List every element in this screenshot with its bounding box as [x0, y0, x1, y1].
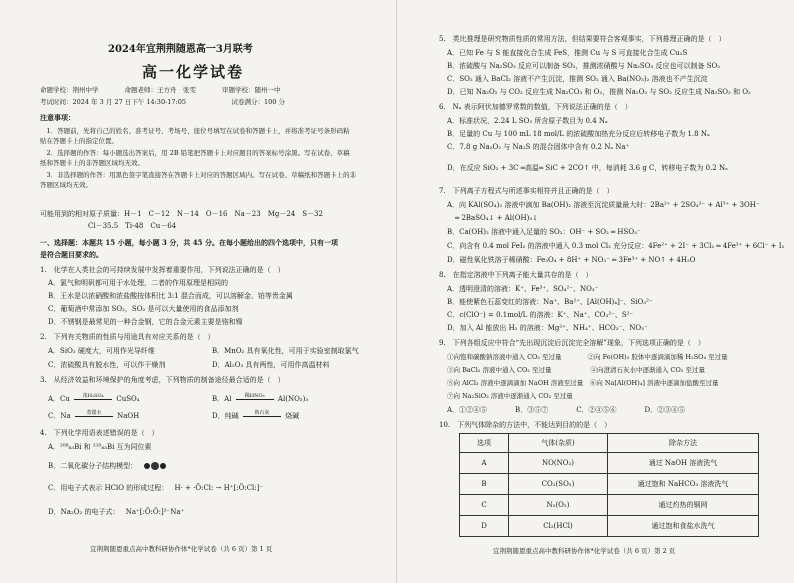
option-line: D．在反应 SiO₂ + 3C ═高温═ SiC + 2CO↑ 中，每消耗 3.6 g C，转移电子数为 0.2 Nₐ: [447, 164, 728, 172]
table-cell: C: [460, 495, 509, 516]
arrow-condition: 浓H₂SO₄: [82, 393, 104, 399]
electron-formula: H· + ·Ö:Cl: → H⁺[:Ö:Cl:]⁻: [174, 484, 264, 492]
option-line: B．王水是以浓硝酸和浓盐酸按体积比 3:1 混合而成，可以溶解金、铂等贵金属: [48, 292, 293, 300]
option-line: A．①②④⑤ B．③⑤⑦ C．②④⑤⑥ D．②③④⑤: [447, 406, 686, 414]
option-line: C．浓硫酸具有脱水性，可以作干燥剂: [48, 361, 166, 369]
reaction-arrow: [75, 411, 113, 417]
gas-purification-table: [459, 433, 759, 537]
option-line: A．²⁰⁹₈₃Bi 和 ²¹⁰₈₃Bi 互为同位素: [48, 443, 152, 451]
table-row: [460, 495, 759, 516]
option-line: [48, 484, 263, 493]
question-stem: 4. 下列化学用语表述错误的是（ ）: [40, 429, 159, 437]
option-line: C．葡萄酒中常添加 SO₂，SO₂ 是可以大量使用的食品添加剂: [48, 305, 239, 313]
question-stem: 1. 化学在人类社会的可持续发展中发挥着重要作用，下列说法正确的是（ ）: [40, 266, 285, 274]
option-line: C．c(ClO⁻) = 0.1mol/L 的溶液：K⁺、Na⁺、CO₃²⁻、S²⁻: [447, 311, 634, 319]
table-row: [460, 453, 759, 474]
question-stem: 6. Nₐ 表示阿伏加德罗常数的数值，下列说法正确的是（ ）: [439, 103, 632, 111]
option-line: [48, 508, 184, 517]
option-line: A．向 KAl(SO₄)₂ 溶液中滴加 Ba(OH)₂ 溶液至沉淀质量最大时：2Ba²⁺ + 2SO₄²⁻ + Al³⁺ + 3OH⁻: [447, 201, 760, 209]
option-line: ①向饱和碳酸钠溶液中通入 CO₂ 至过量 ②向 Fe(OH)₃ 胶体中逐滴滴加稀 H₂SO₄ 至过量: [447, 353, 728, 361]
table-cell: 通过饱和食盐水洗气: [608, 516, 759, 537]
option-text: D．纯碱: [212, 412, 239, 420]
option-a: [48, 395, 140, 404]
page-footer: 宜荆荆随恩重点高中教科研协作体*化学试卷（共 6 页）第 2 页: [493, 547, 676, 555]
option-line: C．SO₂ 通入 BaCl₂ 溶液不产生沉淀，推测 SO₂ 通入 Ba(NO₃)₂ 溶液也不产生沉淀: [447, 75, 708, 83]
option-text: D．Na₂O₂ 的电子式：: [48, 508, 120, 516]
table-cell: B: [460, 474, 509, 495]
reaction-arrow: [236, 394, 274, 400]
section-heading: 是符合题目要求的。: [40, 250, 103, 259]
info-row: 考试时间：2024 年 3 月 27 日下午 14:30-17:05 试卷满分：100 分: [40, 98, 285, 106]
question-stem: 10. 下列气体除杂的方法中，不能达到目的的是（ ）: [439, 421, 612, 429]
info-row: 命题学校：荆州中学 命题老师：王方舟 张雯 审题学校：随州一中: [40, 86, 281, 94]
carbon-atom-icon: [151, 462, 159, 470]
reaction-arrow: [74, 394, 112, 400]
table-cell: N₂(O₂): [509, 495, 608, 516]
table-cell: 通过灼热的铜网: [608, 495, 759, 516]
option-line: A．标准状况，2.24 L SO₃ 所含原子数目为 0.4 Nₐ: [447, 117, 608, 125]
option-line: D．不锈钢是最常见的一种合金钢，它的合金元素主要是铬和镍: [48, 318, 243, 326]
option-line: D．加入 Al 能放出 H₂ 的溶液：Mg²⁺、NH₄⁺、HCO₃⁻、NO₃⁻: [447, 324, 648, 332]
option-line: [48, 462, 166, 471]
co2-model-icon: [143, 462, 166, 470]
option-line: B．足量的 Cu 与 100 mL 18 mol/L 的浓硫酸加热充分反应后转移电子数为 1.8 Nₐ: [447, 130, 710, 138]
option-line: C．向含有 0.4 mol FeI₂ 的溶液中通入 0.3 mol Cl₂ 充分反应：4Fe²⁺ + 2I⁻ + 3Cl₂ ═ 4Fe³⁺ + 6Cl⁻ + I₂: [447, 242, 785, 250]
option-d: [212, 412, 299, 421]
table-cell: Cl₂(HCl): [509, 516, 608, 537]
table-header-row: [460, 434, 759, 453]
option-line: D．磁性氧化铁溶于稀硝酸：Fe₃O₄ + 8H⁺ + NO₃⁻ ═ 3Fe³⁺ + NO↑ + 4H₂O: [447, 256, 696, 264]
arrow-condition: 稀HNO₃: [244, 393, 265, 399]
atomic-masses: 可能用到的相对原子质量：H－1 C－12 N－14 O－16 Na－23 Mg－24 S－32: [40, 210, 323, 218]
option-text: NaOH: [117, 412, 140, 420]
table-row: [460, 516, 759, 537]
table-cell: NO(NO₂): [509, 453, 608, 474]
page-footer: 宜荆荆随恩重点高中教科研协作体*化学试卷（共 6 页）第 1 页: [90, 545, 273, 553]
notice-line: 纸和答题卡上的非答题区域均无效。: [40, 159, 144, 167]
option-line: D．已知 Na₂O₂ 与 CO₂ 反应生成 Na₂CO₃ 和 O₂，推测 Na₂O₂ 与 SO₂ 反应生成 Na₂SO₃ 和 O₂: [447, 88, 751, 96]
option-line: D．Al₂O₃ 具有两性，可用作高温材料: [212, 361, 330, 369]
oxygen-atom-icon: [144, 463, 150, 469]
table-row: [460, 474, 759, 495]
notice-title: 注意事项：: [40, 113, 75, 122]
option-line: C．7.8 g Na₂O₂ 与 Na₂S 的混合固体中含有 0.2 Nₐ Na⁺: [447, 143, 630, 151]
question-stem: 5. 类比推理是研究物质性质的常用方法，但结果要符合客观事实，下列推理正确的是（ ）: [439, 35, 726, 43]
question-stem: 9. 下列各组反应中符合“先出现沉淀后沉淀完全溶解”现象，下列选项正确的是（ ）: [439, 339, 705, 347]
option-text: A．Cu: [48, 395, 70, 403]
reaction-arrow: [243, 411, 281, 417]
option-line: B．MnO₂ 具有氧化性，可用于实验室制取氯气: [212, 347, 359, 355]
option-line: ⑤向 AlCl₃ 溶液中逐滴滴加 NaOH 溶液至过量 ⑥向 Na[Al(OH)₄] 溶液中逐滴加盐酸至过量: [447, 379, 719, 387]
table-cell: 通过饱和 NaHCO₃ 溶液洗气: [608, 474, 759, 495]
arrow-line: [236, 399, 274, 400]
option-line: ③向 BaCl₂ 溶液中通入 CO₂ 至过量 ④向澄清石灰水中逐渐通入 CO₂ 至过量: [447, 366, 706, 374]
oxygen-atom-icon: [160, 463, 166, 469]
table-header: 选项: [460, 434, 509, 453]
table-header: 气体(杂质): [509, 434, 608, 453]
option-line: ═ 2BaSO₄↓ + Al(OH)₃↓: [455, 214, 539, 222]
notice-line: 1．答题前，先将自己的姓名、准考证号、考场号、座位号填写在试卷和答题卡上，并将准考证号条形码粘: [40, 127, 350, 135]
option-text: B．Al: [212, 395, 232, 403]
option-text: C．Na: [48, 412, 71, 420]
option-line: B．浓硫酸与 Na₂SO₃ 反应可以制备 SO₂，推测浓硝酸与 Na₂SO₃ 反应也可以制备 SO₂: [447, 62, 721, 70]
notice-line: 3．非选择题的作答：用黑色签字笔直接答在答题卡上对应的答题区域内。写在试卷、草稿纸和答题卡上的非: [40, 171, 357, 179]
exam-title: 2024年宜荆荆随恩高一3月联考: [108, 44, 253, 55]
notice-line: 答题区域均无效。: [40, 181, 92, 189]
question-stem: 7. 下列离子方程式与所述事实相符并且正确的是（ ）: [439, 187, 614, 195]
table-cell: CO₂(SO₂): [509, 474, 608, 495]
right-page: [397, 0, 794, 583]
subject-title: 高一化学试卷: [142, 63, 245, 81]
option-text: C．用电子式表示 HClO 的形成过程：: [48, 484, 169, 492]
table-cell: A: [460, 453, 509, 474]
arrow-line: [74, 399, 112, 400]
option-text: Al(NO₃)₃: [277, 395, 309, 403]
notice-line: 2．选择题的作答：每小题选出答案后，用 2B 铅笔把答题卡上对应题目的答案标号涂黑。写在试卷、草稿: [40, 149, 350, 157]
atomic-masses: Cl－35.5 Ti-48 Cu－64: [88, 222, 177, 230]
table-cell: 通过 NaOH 溶液洗气: [608, 453, 759, 474]
option-c: [48, 412, 139, 421]
notice-line: 贴在答题卡上的指定位置。: [40, 137, 118, 145]
option-line: A．SiO₂ 硬度大，可用作光导纤维: [48, 347, 155, 355]
question-stem: 8. 在指定溶液中下列离子能大量共存的是（ ）: [439, 271, 593, 279]
section-heading: 一、选择题：本题共 15 小题，每小题 3 分，共 45 分。在每小题给出的四个选项中，只有一项: [40, 238, 338, 247]
arrow-condition: 蒸馏水: [86, 410, 102, 416]
question-stem: 2. 下列有关物质的性质与用途具有对应关系的是（ ）: [40, 333, 215, 341]
option-text: B．二氧化碳分子结构模型：: [48, 462, 138, 470]
option-text: CuSO₄: [116, 395, 140, 403]
table-cell: D: [460, 516, 509, 537]
arrow-condition: 熟石灰: [254, 410, 270, 416]
option-line: B．Ca(OH)₂ 溶液中通入足量的 SO₂：OH⁻ + SO₂ ═ HSO₃⁻: [447, 228, 641, 236]
arrow-line: [243, 416, 281, 417]
table-header: 除杂方法: [608, 434, 759, 453]
option-line: A．透明澄清的溶液：K⁺、Fe³⁺、SO₄²⁻、NO₃⁻: [447, 285, 599, 293]
option-b: [212, 395, 308, 404]
option-line: ⑦向 Na₂SiO₃ 溶液中逐渐通入 CO₂ 至过量: [447, 392, 573, 400]
option-text: 烧碱: [285, 412, 300, 420]
option-line: A．氯气和明矾都可用于水处理，二者的作用原理是相同的: [48, 279, 229, 287]
electron-formula: Na⁺[:Ö:Ö:]²⁻Na⁺: [125, 508, 185, 516]
question-stem: 3. 从经济效益和环境保护的角度考虑，下列物质的制备途径最合适的是（ ）: [40, 376, 285, 384]
option-line: B．能使紫色石蕊变红的溶液：Na⁺、Ba²⁺、[Al(OH)₄]⁻、SiO₃²⁻: [447, 298, 653, 306]
arrow-line: [75, 416, 113, 417]
option-line: A．已知 Fe 与 S 能直接化合生成 FeS，推测 Cu 与 S 可直接化合生成 Cu₂S: [447, 49, 688, 57]
